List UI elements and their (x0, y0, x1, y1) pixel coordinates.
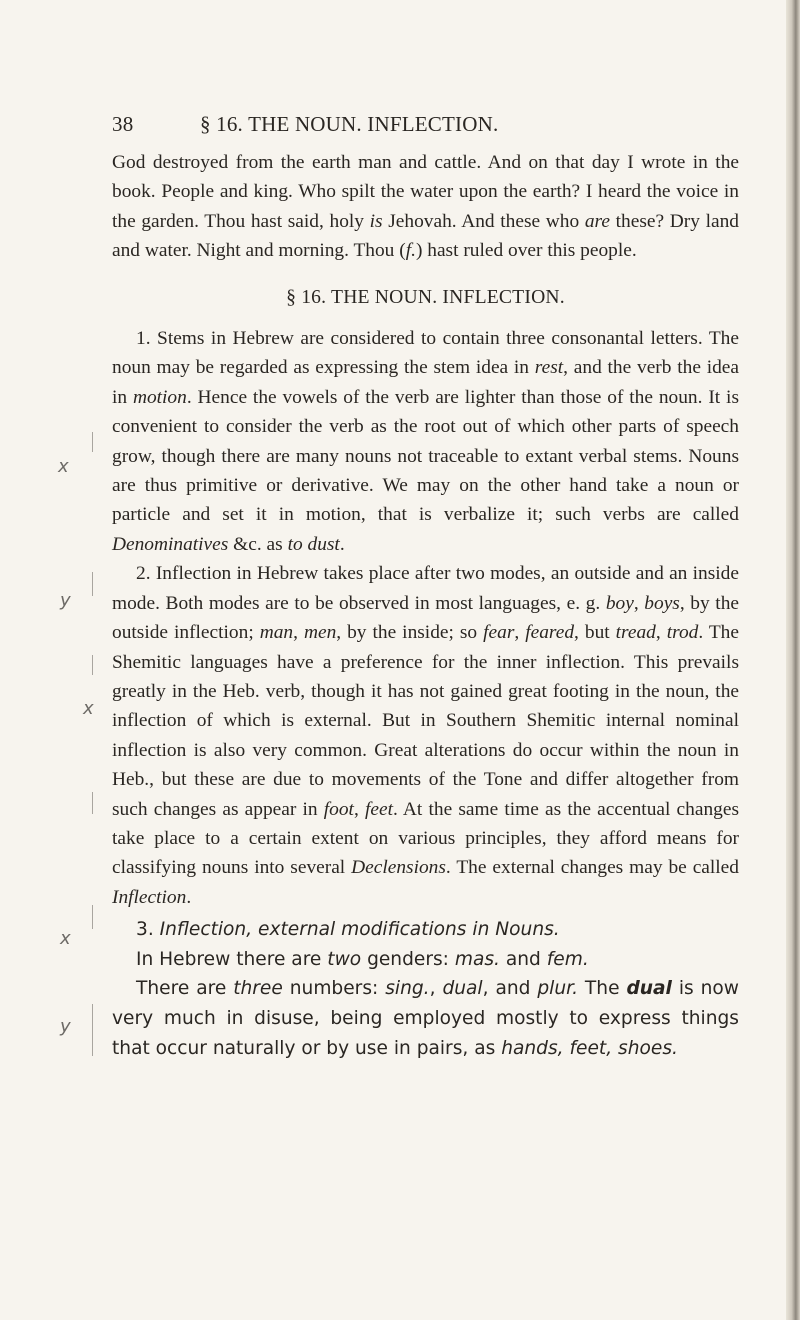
text-run: genders: (361, 948, 455, 970)
text-run: , (293, 622, 304, 644)
text-run: motion (132, 386, 187, 408)
text-run: . (186, 886, 192, 908)
text-run: dual (442, 978, 483, 1000)
text-run: feet (364, 798, 393, 820)
text-run: feared (525, 622, 575, 644)
text-run: Inflection, external modifications in Nouns. (159, 919, 560, 941)
text-run: , (353, 798, 365, 820)
text-run: men (303, 622, 337, 644)
text-run: In Hebrew there are (136, 948, 328, 970)
text-run: is now very much in disuse, being employed mostly to express things that occur naturally or by use in pairs, as (112, 978, 740, 1059)
text-run: . (339, 533, 345, 555)
text-run: The (577, 978, 627, 1000)
text-run: &c. as (228, 533, 288, 555)
section-heading: § 16. THE NOUN. INFLECTION. (286, 286, 565, 308)
text-run: are (584, 210, 610, 232)
text-run: these? Dry land and water. Night and morning. Thou ( (112, 210, 739, 262)
margin-mark-5: y (60, 1016, 71, 1037)
text-run: 1. Stems in Hebrew are considered to contain three consonantal letters. The noun may be regarded as expressing the stem idea in (112, 328, 739, 379)
margin-line-3 (92, 655, 93, 675)
text-run: two (327, 948, 362, 970)
page-number: 38 (112, 112, 134, 136)
margin-mark-2: y (60, 590, 71, 611)
text-run: , (633, 592, 645, 614)
paragraph-3-title (112, 915, 739, 945)
text-run: 3. (136, 919, 160, 941)
text-run: dual (626, 978, 672, 1000)
text-run: Jehovah. And these who (382, 210, 585, 232)
text-run: ) hast ruled over this people. (415, 240, 637, 262)
text-run: f. (405, 240, 416, 262)
text-run: mas. (454, 948, 500, 970)
text-run: 2. Inflection in Hebrew takes place after two modes, an outside and an inside mode. Both modes are to be observed in most languages, e. g. (112, 563, 739, 614)
margin-mark-4: x (60, 928, 71, 949)
text-run: , by the outside inflection; (112, 592, 739, 644)
page-body (112, 148, 739, 1063)
text-run: There are (136, 978, 234, 1000)
text-run: tread (615, 622, 656, 644)
text-run: fear (483, 622, 515, 644)
margin-mark-3: x (83, 698, 94, 719)
margin-mark-1: x (58, 456, 69, 477)
paragraph-3-genders (112, 945, 739, 975)
margin-line-5 (92, 905, 93, 929)
text-run: . The external changes may be called (445, 857, 739, 879)
text-run: fem. (546, 948, 589, 970)
text-run: boys (644, 592, 680, 614)
text-run: Declensions (351, 857, 446, 879)
text-run: trod (666, 622, 699, 644)
margin-line-2 (92, 572, 93, 596)
margin-line-6 (92, 1004, 93, 1056)
text-run: three (233, 978, 283, 1000)
text-run: numbers: (282, 978, 386, 1000)
text-run: hands, feet, shoes. (501, 1037, 678, 1059)
running-title: § 16. THE NOUN. INFLECTION. (200, 112, 499, 136)
text-run: man (259, 622, 294, 644)
margin-line-1 (92, 432, 93, 452)
text-run: , (514, 622, 526, 644)
text-run: , and the verb the idea in (112, 357, 739, 408)
text-run: , (429, 978, 443, 1000)
text-run: Inflection (112, 886, 187, 908)
text-run: boy (605, 592, 634, 614)
page-edge (786, 0, 800, 1320)
text-run: God destroyed from the earth man and cattle. And on that day I wrote in the book. People and king. Who spilt the water upon the earth? I heard the voice in the garden. Thou hast said, holy (112, 152, 739, 232)
text-run: , (655, 622, 667, 644)
text-run: . At the same time as the accentual changes take place to a certain extent on various principles, they afford means for classifying nouns into several (112, 798, 740, 879)
text-run: . The Shemitic languages have a preference for the inner inflection. This prevails greatly in the Heb. verb, though it has not gained great footing in the noun, the inflection of which is external. But in Southern Shemitic internal nominal inflection is also very common. Great alterations do occur within the noun in Heb., but these are due to movements of the Tone and differ altogether from such changes as appear in (112, 622, 739, 820)
text-run: Denominatives (112, 533, 229, 555)
margin-line-4 (92, 792, 93, 814)
text-run: rest (534, 357, 564, 379)
paragraph-3-numbers (112, 974, 739, 1063)
text-run: . Hence the vowels of the verb are lighter than those of the noun. It is convenient to consider the verb as the root out of which other parts of speech grow, though there are many nouns not traceable to extant verbal stems. Nouns are thus primitive or derivative. We may on the other hand take a noun or particle and set it in motion, that is verbalize it; such verbs are called (112, 386, 739, 526)
text-run: plur. (537, 978, 578, 1000)
running-header (112, 112, 712, 142)
text-run: , by the inside; so (336, 622, 484, 644)
paragraph-2 (112, 559, 739, 912)
text-run: is (369, 210, 383, 232)
paragraph-1 (112, 324, 739, 559)
text-run: and (499, 948, 547, 970)
exercise-paragraph (112, 148, 739, 266)
text-run: to dust (287, 533, 340, 555)
text-run: foot (323, 798, 354, 820)
text-run: sing. (385, 978, 430, 1000)
text-run: , and (482, 978, 538, 1000)
text-run: , but (574, 622, 616, 644)
